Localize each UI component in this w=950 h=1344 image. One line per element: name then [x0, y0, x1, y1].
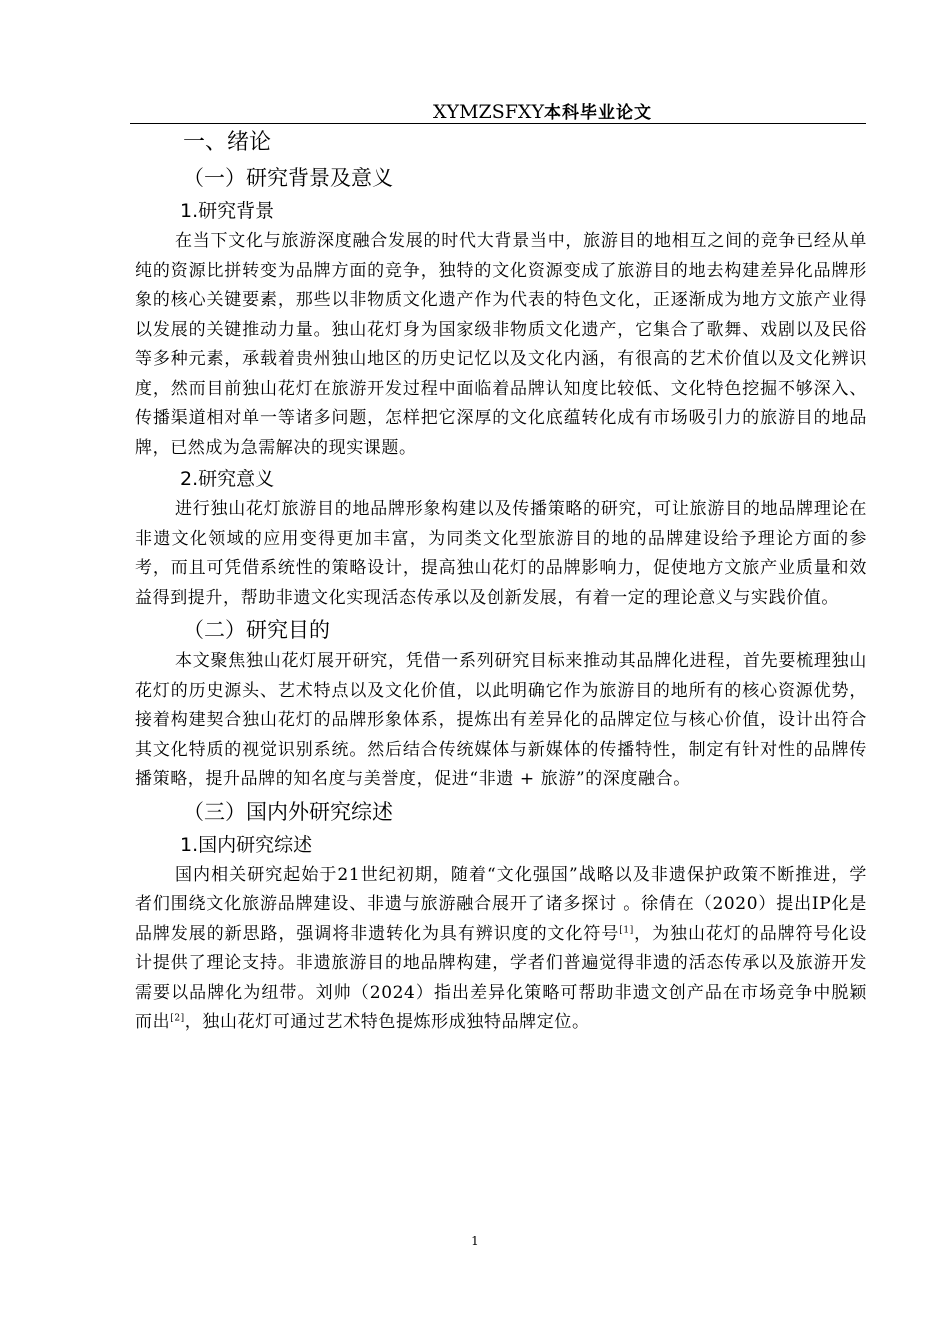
paragraph-purpose: 本文聚焦独山花灯展开研究，凭借一系列研究目标来推动其品牌化进程，首先要梳理独山花灯的历史源头、艺术特点以及文化价值，以此明确它作为旅游目的地所有的核心资源优势，接着构建契合独山花灯的品牌形象体系，提炼出有差异化的品牌定位与核心价值，设计出符合其文化特质的视觉识别系统。然后结合传统媒体与新媒体的传播特性，制定有针对性的品牌传播策略，提升品牌的知名度与美誉度，促进“非遗 + 旅游”的深度融合。: [135, 651, 867, 789]
section-title-purpose: （二）研究目的: [183, 618, 330, 642]
citation-1: [1]: [619, 924, 634, 935]
section-title-background: （一）研究背景及意义: [183, 166, 393, 190]
subsection-title-background: 1.研究背景: [180, 200, 275, 222]
section-title-review: （三）国内外研究综述: [183, 799, 393, 824]
page-body: [135, 124, 867, 1038]
review-text-part1: 国内相关研究起始于21世纪初期，随着“文化强国”战略以及非遗保护政策不断推进，学者们围绕文化旅游品牌建设、非遗与旅游融合展开了诸多探讨 。徐倩在（2020）提出IP化是品牌发展的新思路，强调将非遗转化为具有辨识度的文化符号: [135, 864, 867, 944]
paragraph-background: 在当下文化与旅游深度融合发展的时代大背景当中，旅游目的地相互之间的竞争已经从单纯的资源比拼转变为品牌方面的竞争，独特的文化资源变成了旅游目的地去构建差异化品牌形象的核心关键要素，那些以非物质文化遗产作为代表的特色文化，正逐渐成为地方文旅产业得以发展的关键推动力量。独山花灯身为国家级非物质文化遗产，它集合了歌舞、戏剧以及民俗等多种元素，承载着贵州独山地区的历史记忆以及文化内涵，有很高的艺术价值以及文化辨识度，然而目前独山花灯在旅游开发过程中面临着品牌认知度比较低、文化特色挖掘不够深入、传播渠道相对单一等诸多问题，怎样把它深厚的文化底蕴转化成有市场吸引力的旅游目的地品牌，已然成为急需解决的现实课题。: [135, 231, 867, 458]
header-code: XYMZSFXY: [433, 101, 544, 123]
chapter-title: 一、绪论: [183, 130, 272, 155]
page-header: [433, 98, 652, 123]
paragraph-domestic-review: [135, 861, 867, 1038]
citation-2: [2]: [170, 1013, 185, 1024]
paragraph-significance: 进行独山花灯旅游目的地品牌形象构建以及传播策略的研究，可让旅游目的地品牌理论在非遗文化领域的应用变得更加丰富，为同类文化型旅游目的地的品牌建设给予理论方面的参考，而且可凭借系统性的策略设计，提高独山花灯的品牌影响力，促使地方文旅产业质量和效益得到提升，帮助非遗文化实现活态传承以及创新发展，有着一定的理论意义与实践价值。: [135, 499, 867, 608]
page-number: 1: [471, 1234, 479, 1248]
subsection-title-domestic-review: 1.国内研究综述: [180, 833, 313, 856]
review-text-part3: ，独山花灯可通过艺术特色提炼形成独特品牌定位。: [184, 1012, 590, 1032]
subsection-title-significance: 2.研究意义: [180, 468, 275, 490]
header-suffix: 本科毕业论文: [544, 103, 652, 123]
review-text-part2: ，为独山花灯的品牌符号化设计提供了理论支持。非遗旅游目的地品牌构建，学者们普遍觉得非遗的活态传承以及旅游开发需要以品牌化为纽带。刘帅（2024）指出差异化策略可帮助非遗文创产品在市场竞争中脱颖而出: [135, 923, 867, 1032]
